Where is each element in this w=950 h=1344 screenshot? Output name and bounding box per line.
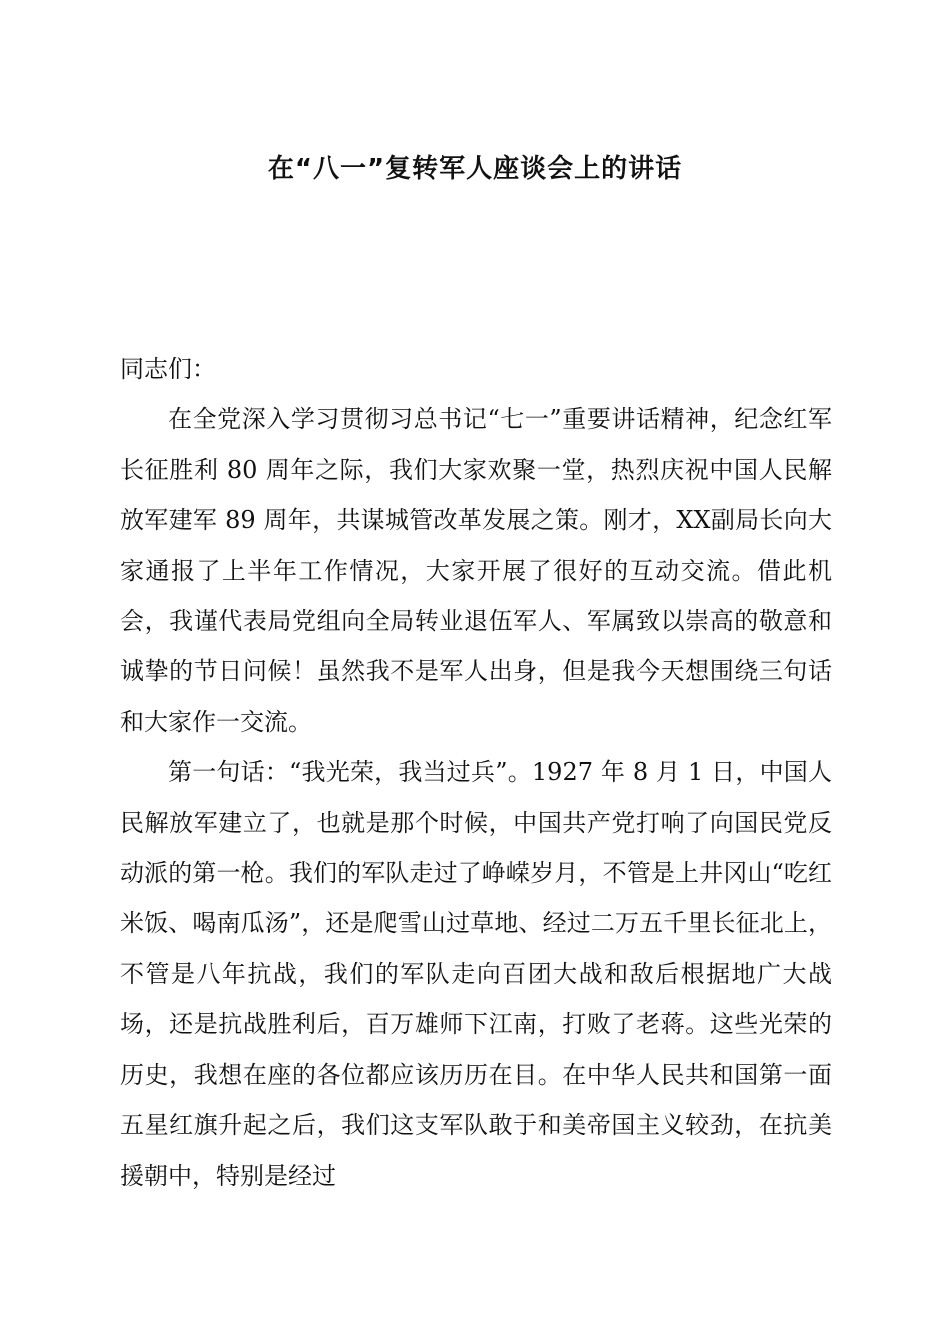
document-title: 在“八一”复转军人座谈会上的讲话 (267, 154, 683, 184)
document-body (120, 344, 832, 1201)
salutation: 同志们： (120, 355, 216, 383)
paragraph-first-point: 第一句话：“我光荣，我当过兵”。1927 年 8 月 1 日，中国人民解放军建立了，也就是那个时候，中国共产党打响了向国民党反动派的第一枪。我们的军队走过了峥嵘岁月，不管是上井冈山“吃红米饭、喝南瓜汤”，还是爬雪山过草地、经过二万五千里长征北上，不管是八年抗战，我们的军队走向百团大战和敌后根据地广大战场，还是抗战胜利后，百万雄师下江南，打败了老蒋。这些光荣的历史，我想在座的各位都应该历历在目。在中华人民共和国第一面五星红旗升起之后，我们这支军队敢于和美帝国主义较劲，在抗美援朝中，特别是经过 (120, 758, 832, 1190)
paragraph-opening: 在全党深入学习贯彻习总书记“七一”重要讲话精神，纪念红军长征胜利 80 周年之际，我们大家欢聚一堂，热烈庆祝中国人民解放军建军 89 周年，共谋城管改革发展之策。刚才，XX副局长向大家通报了上半年工作情况，大家开展了很好的互动交流。借此机会，我谨代表局党组向全局转业退伍军人、军属致以崇高的敬意和诚挚的节日问候！虽然我不是军人出身，但是我今天想围绕三句话和大家作一交流。 (120, 405, 832, 736)
